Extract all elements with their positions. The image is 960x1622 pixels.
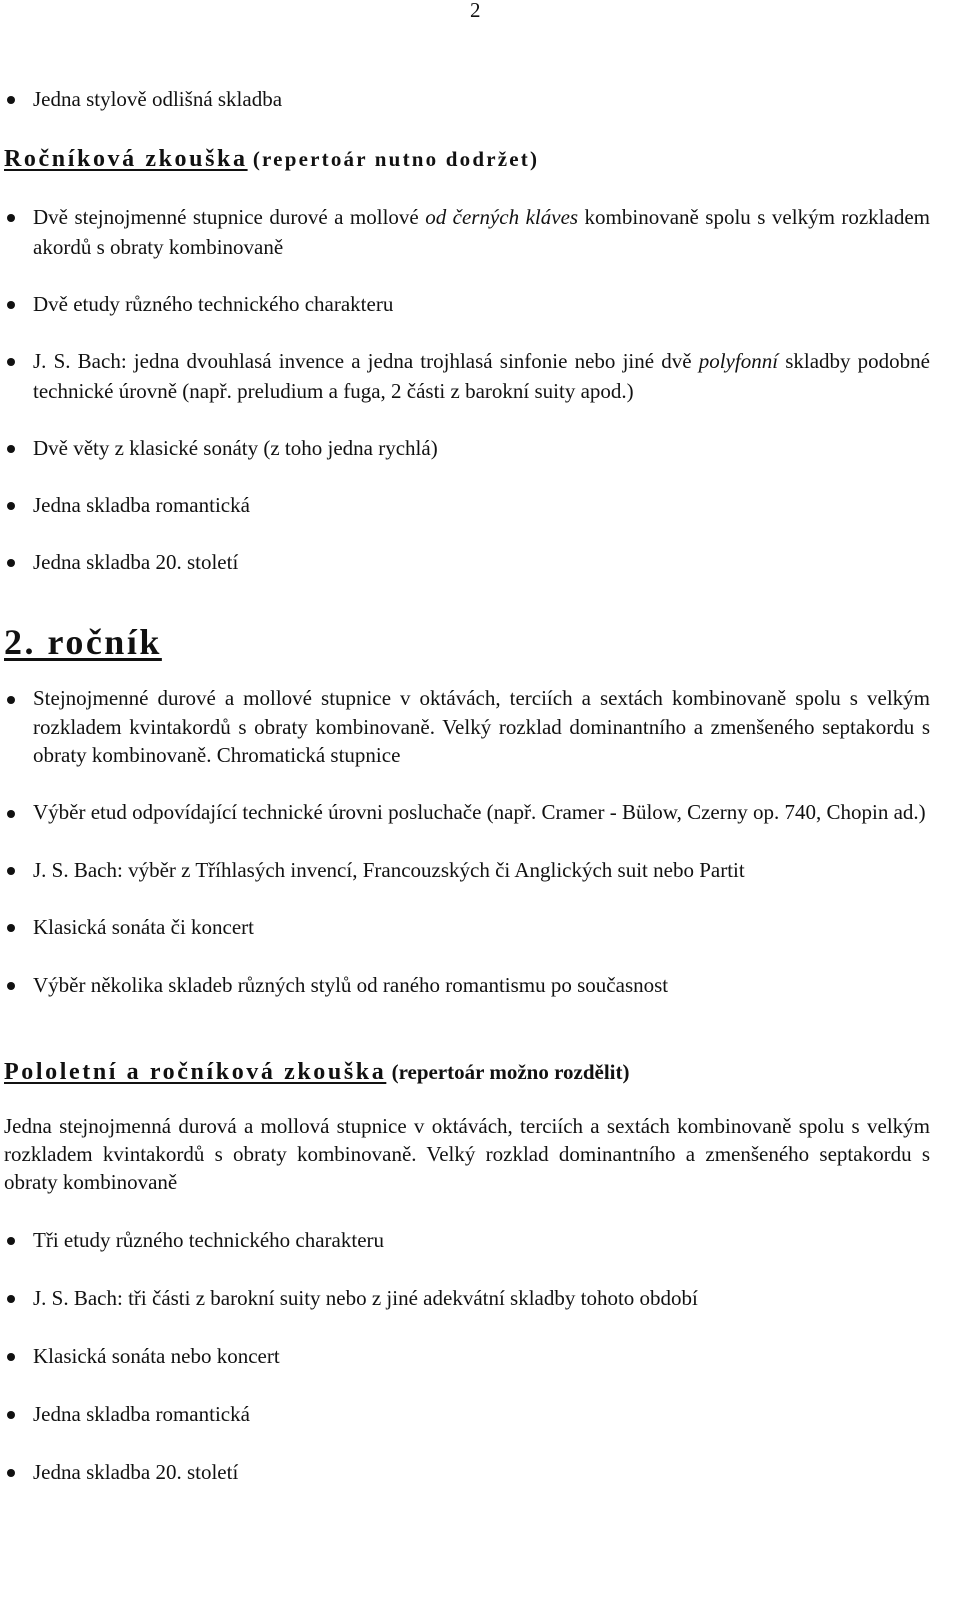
- list-item: Výběr několika skladeb různých stylů od raného romantismu po současnost: [4, 970, 930, 1000]
- section-note: (repertoár možno rozdělit): [391, 1059, 630, 1084]
- bullet-icon: [7, 445, 15, 453]
- scales-paragraph: Jedna stejnojmenná durová a mollová stupnice v oktávách, terciích a sextách kombinovaně spolu s velkým rozkladem kvintakordů s obraty kombinovaně. Velký rozklad dominantního a zmenšeného septakordu s obraty kombinovaně: [4, 1113, 930, 1194]
- list-item: Klasická sonáta či koncert: [4, 912, 930, 942]
- section2-list: [4, 684, 930, 1000]
- bullet-icon: [7, 1469, 15, 1477]
- bullet-icon: [7, 867, 15, 875]
- list-item: Dvě stejnojmenné stupnice durové a mollové od černých kláves kombinovaně spolu s velkým rozkladem akordů s obraty kombinovaně: [4, 202, 930, 262]
- section-heading-2-rocnik: [4, 619, 930, 670]
- list-item: J. S. Bach: výběr z Tříhlasých invencí, Francouzských či Anglických suit nebo Partit: [4, 855, 930, 885]
- bullet-icon: [7, 1237, 15, 1245]
- bullet-icon: [7, 502, 15, 510]
- list-item: Jedna skladba romantická: [4, 490, 930, 520]
- section-title: 2. ročník: [4, 622, 162, 662]
- bullet-icon: [7, 1295, 15, 1303]
- list-item: Výběr etud odpovídající technické úrovni posluchače (např. Cramer - Bülow, Czerny op. 740, Chopin ad.): [4, 798, 930, 826]
- bullet-icon: [7, 214, 15, 222]
- list-item: Tři etudy různého technického charakteru: [4, 1225, 930, 1255]
- bullet-icon: [7, 924, 15, 932]
- section1-list: [4, 202, 930, 577]
- list-item: Jedna skladba 20. století: [4, 547, 930, 577]
- section-heading-rocnikova-zkouska: [4, 144, 930, 174]
- list-item: Jedna stylově odlišná skladba: [4, 84, 930, 114]
- bullet-icon: [7, 1353, 15, 1361]
- bullet-icon: [7, 96, 15, 104]
- bullet-icon: [7, 559, 15, 567]
- bullet-icon: [7, 358, 15, 366]
- bullet-icon: [7, 696, 15, 704]
- list-item: J. S. Bach: jedna dvouhlasá invence a jedna trojhlasá sinfonie nebo jiné dvě polyfonní skladby podobné technické úrovně (např. preludium a fuga, 2 části z barokní suity apod.): [4, 346, 930, 406]
- bullet-icon: [7, 982, 15, 990]
- list-item: J. S. Bach: tři části z barokní suity nebo z jiné adekvátní skladby tohoto období: [4, 1283, 930, 1313]
- list-item: Stejnojmenné durové a mollové stupnice v oktávách, terciích a sextách kombinovaně spolu s velkým rozkladem kvintakordů s obraty kombinovaně. Velký rozklad dominantního a zmenšeného septakordu s obraty kombinovaně. Chromatická stupnice: [4, 684, 930, 770]
- list-item: Jedna skladba 20. století: [4, 1457, 930, 1487]
- section3-list: [4, 1225, 930, 1487]
- page-number: 2: [470, 0, 481, 22]
- bullet-icon: [7, 301, 15, 309]
- list-item: Klasická sonáta nebo koncert: [4, 1341, 930, 1371]
- bullet-icon: [7, 1411, 15, 1419]
- section-title: Pololetní a ročníková zkouška: [4, 1058, 387, 1085]
- section-note: (repertoár nutno dodržet): [252, 147, 540, 171]
- top-list: [4, 84, 930, 114]
- bullet-icon: [7, 810, 15, 818]
- section-heading-pololetni-zkouska: [4, 1056, 930, 1088]
- section-title: Ročníková zkouška: [4, 146, 248, 172]
- document-body: [4, 84, 930, 1487]
- list-item: Dvě etudy různého technického charakteru: [4, 289, 930, 319]
- list-item: Dvě věty z klasické sonáty (z toho jedna rychlá): [4, 433, 930, 463]
- list-item: Jedna skladba romantická: [4, 1399, 930, 1429]
